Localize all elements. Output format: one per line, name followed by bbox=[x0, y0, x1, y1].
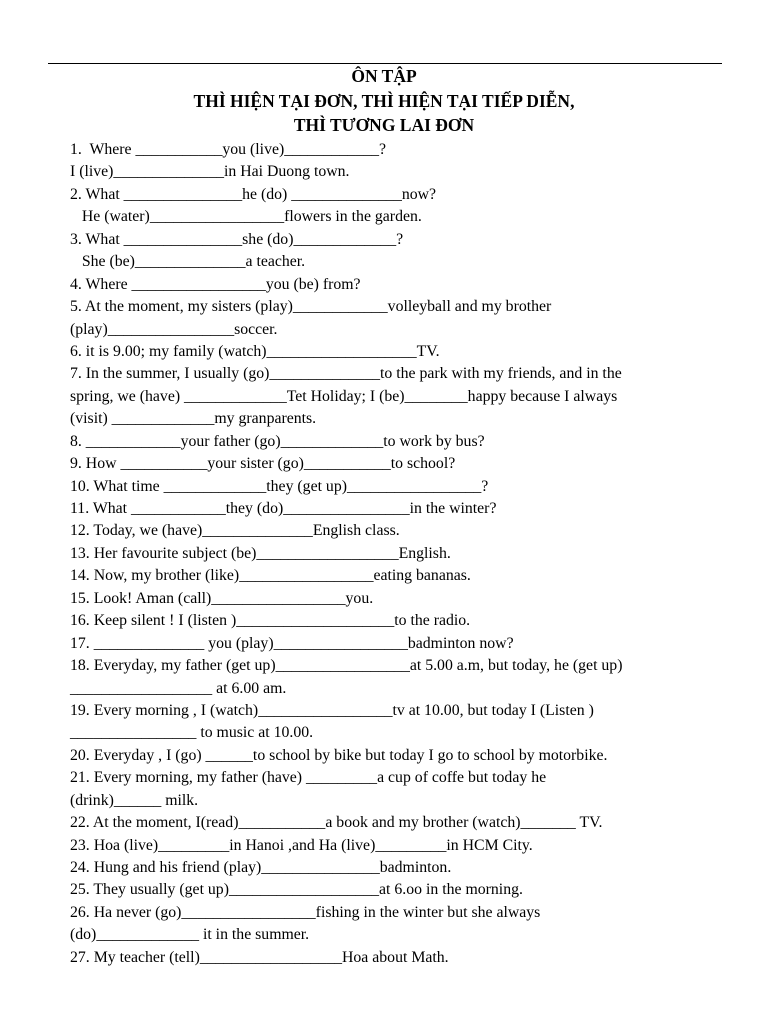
exercise-line: (do)_____________ it in the summer. bbox=[70, 926, 310, 944]
exercise-line: 26. Ha never (go)_________________fishing in the winter but she always bbox=[70, 903, 541, 921]
exercise-list bbox=[70, 139, 730, 969]
exercise-line: 17. ______________ you (play)_________________badminton now? bbox=[70, 634, 514, 652]
exercise-line: (visit) _____________my granparents. bbox=[70, 410, 317, 428]
title-line-1: ÔN TẬP bbox=[351, 66, 417, 86]
exercise-line: 23. Hoa (live)_________in Hanoi ,and Ha (live)_________in HCM City. bbox=[70, 836, 533, 854]
worksheet-title bbox=[0, 64, 768, 138]
exercise-line: 6. it is 9.00; my family (watch)___________________TV. bbox=[70, 342, 440, 360]
exercise-line: 19. Every morning , I (watch)_________________tv at 10.00, but today I (Listen ) bbox=[70, 701, 594, 719]
exercise-line: 3. What _______________she (do)_____________? bbox=[70, 230, 404, 248]
exercise-line: spring, we (have) _____________Tet Holiday; I (be)________happy because I always bbox=[70, 387, 618, 405]
exercise-line: 10. What time _____________they (get up)_________________? bbox=[70, 477, 489, 495]
exercise-line: 11. What ____________they (do)________________in the winter? bbox=[70, 500, 497, 517]
exercise-line: 12. Today, we (have)______________English class. bbox=[70, 522, 400, 540]
exercise-line: He (water)_________________flowers in the garden. bbox=[70, 208, 422, 226]
title-line-3: THÌ TƯƠNG LAI ĐƠN bbox=[293, 115, 475, 135]
exercise-line: (drink)______ milk. bbox=[70, 791, 199, 809]
exercise-line: She (be)______________a teacher. bbox=[70, 253, 306, 271]
exercise-line: 8. ____________your father (go)_____________to work by bus? bbox=[70, 432, 485, 450]
exercise-line: (play)________________soccer. bbox=[70, 320, 278, 338]
exercise-line: 18. Everyday, my father (get up)_________________at 5.00 a.m, but today, he (get up) bbox=[70, 657, 623, 675]
exercise-line: 5. At the moment, my sisters (play)____________volleyball and my brother bbox=[70, 298, 552, 316]
exercise-line: 7. In the summer, I usually (go)______________to the park with my friends, and in the bbox=[70, 365, 622, 383]
exercise-line: __________________ at 6.00 am. bbox=[70, 679, 287, 697]
exercise-line: ________________ to music at 10.00. bbox=[70, 724, 314, 742]
exercise-line: 25. They usually (get up)___________________at 6.oo in the morning. bbox=[70, 881, 523, 899]
exercise-line: 2. What _______________he (do) ______________now? bbox=[70, 185, 437, 203]
exercise-line: I (live)______________in Hai Duong town. bbox=[70, 163, 350, 181]
exercise-line: 16. Keep silent ! I (listen )____________________to the radio. bbox=[70, 612, 471, 630]
exercise-line: 4. Where _________________you (be) from? bbox=[70, 275, 361, 293]
exercise-line: 21. Every morning, my father (have) _________a cup of coffe but today he bbox=[70, 769, 547, 787]
exercise-line: 15. Look! Aman (call)_________________you. bbox=[70, 589, 374, 607]
exercise-line: 22. At the moment, I(read)___________a book and my brother (watch)_______ TV. bbox=[70, 814, 603, 832]
exercise-line: 1. Where ___________you (live)____________? bbox=[70, 141, 387, 158]
exercise-line: 24. Hung and his friend (play)_______________badminton. bbox=[70, 859, 452, 876]
exercise-line: 13. Her favourite subject (be)__________________English. bbox=[70, 544, 451, 562]
title-line-2: THÌ HIỆN TẠI ĐƠN, THÌ HIỆN TẠI TIẾP DIỄN, bbox=[193, 90, 575, 111]
exercise-line: 14. Now, my brother (like)_________________eating bananas. bbox=[70, 567, 471, 585]
exercise-line: 9. How ___________your sister (go)___________to school? bbox=[70, 455, 456, 473]
exercise-line: 20. Everyday , I (go) ______to school by bike but today I go to school by motorbike. bbox=[70, 746, 608, 764]
exercise-line: 27. My teacher (tell)__________________Hoa about Math. bbox=[70, 948, 449, 966]
